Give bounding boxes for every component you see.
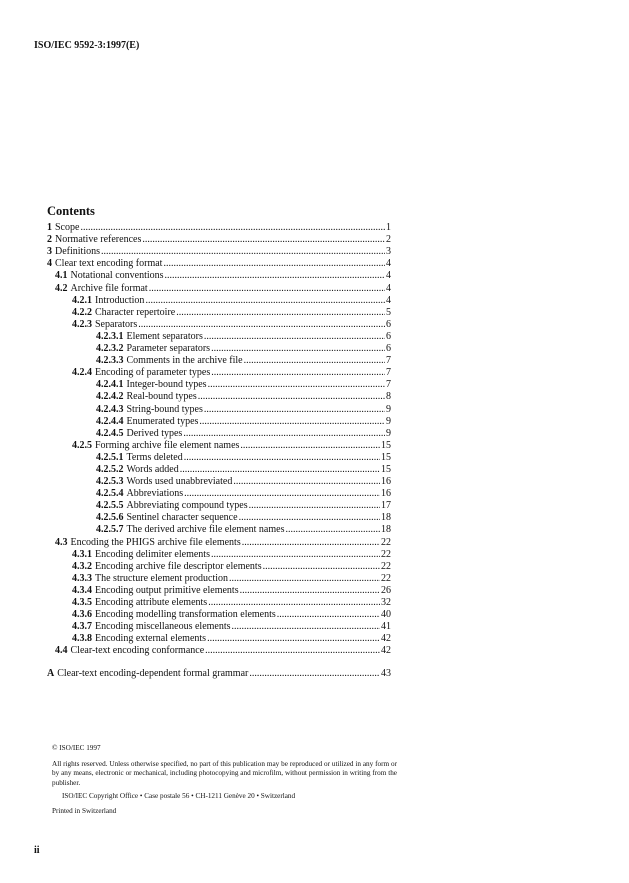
toc-entry-page: 41 [381, 621, 391, 633]
toc-entry-page: 5 [386, 306, 391, 318]
toc-entry[interactable] [47, 294, 391, 306]
toc-entry-page: 4 [386, 282, 391, 294]
toc-entry-page: 22 [381, 548, 391, 560]
toc-dot-leader [204, 404, 385, 415]
toc-entry[interactable] [47, 572, 391, 584]
toc-entry-page: 1 [386, 222, 391, 234]
toc-entry[interactable] [47, 511, 391, 523]
copyright-office: ISO/IEC Copyright Office • Case postale 56 • CH-1211 Genève 20 • Switzerland [62, 791, 296, 800]
toc-entry-page: 4 [386, 258, 391, 270]
toc-entry-number: 4.2.1 [72, 294, 92, 306]
toc-entry-page: 4 [386, 270, 391, 282]
page-number: ii [34, 845, 40, 856]
table-of-contents [47, 204, 391, 679]
toc-entry-number: 4 [47, 258, 52, 270]
toc-entry[interactable] [47, 523, 391, 535]
toc-entry-title: Encoding external elements [95, 633, 207, 645]
toc-entry-page: 42 [381, 633, 391, 645]
toc-entry-page: 22 [381, 560, 391, 572]
toc-list [47, 221, 391, 679]
toc-entry-page: 22 [381, 572, 391, 584]
toc-entry[interactable] [47, 644, 391, 656]
toc-entry[interactable] [47, 354, 391, 366]
toc-entry[interactable] [47, 257, 391, 269]
toc-entry-title: Character repertoire [95, 306, 176, 318]
toc-entry[interactable] [47, 439, 391, 451]
toc-entry-number: 1 [47, 222, 52, 234]
toc-dot-leader [149, 283, 385, 294]
toc-entry-title: Encoding archive file descriptor elements [95, 560, 262, 572]
toc-entry-number: 4.2.5 [72, 439, 92, 451]
toc-entry-number: 4.2.5.6 [96, 512, 124, 524]
toc-dot-leader [207, 633, 380, 644]
toc-entry-number: 4.2 [55, 282, 68, 294]
toc-dot-leader [145, 295, 385, 306]
toc-entry-page: 6 [386, 318, 391, 330]
toc-entry-number: 4.2.4.2 [96, 391, 124, 403]
toc-dot-leader [101, 246, 385, 257]
toc-dot-leader [239, 512, 380, 523]
copyright-notice [52, 744, 397, 816]
toc-entry[interactable] [47, 548, 391, 560]
toc-entry-number: 4.1 [55, 270, 68, 282]
copyright-rights: All rights reserved. Unless otherwise specified, no part of this publication may be reproduced or utilized in any form or by any means, electronic or mechanical, including photocopying and microfilm, without permission in writing from the publisher. [52, 760, 397, 787]
toc-entry[interactable] [47, 667, 391, 679]
toc-entry-number: 4.3.3 [72, 572, 92, 584]
toc-dot-leader [183, 428, 385, 439]
toc-entry-number: 4.2.5.3 [96, 476, 124, 488]
toc-entry-page: 18 [381, 524, 391, 536]
toc-entry-number: 4.2.3.3 [96, 355, 124, 367]
toc-dot-leader [208, 379, 385, 390]
toc-entry-title: Archive file format [70, 282, 148, 294]
toc-entry-number: 4.2.5.7 [96, 524, 124, 536]
toc-dot-leader [205, 645, 380, 656]
toc-entry-number: 4.2.3 [72, 318, 92, 330]
toc-entry-title: Encoding delimiter elements [95, 548, 210, 560]
toc-dot-leader [242, 537, 380, 548]
toc-entry[interactable] [47, 281, 391, 293]
toc-entry-page: 43 [381, 668, 391, 680]
toc-entry[interactable] [47, 306, 391, 318]
toc-entry-number: 4.2.4.5 [96, 427, 124, 439]
toc-entry-number: 4.2.4 [72, 367, 92, 379]
toc-entry-title: Definitions [55, 246, 100, 258]
toc-entry[interactable] [47, 402, 391, 414]
toc-entry-page: 32 [381, 597, 391, 608]
toc-entry-page: 17 [381, 500, 391, 512]
toc-entry-title: Integer-bound types [126, 379, 207, 391]
copyright-line: © ISO/IEC 1997 [52, 744, 101, 752]
toc-entry-number: 4.2.5.5 [96, 500, 124, 512]
toc-dot-leader [277, 609, 380, 620]
toc-entry-title: Introduction [95, 294, 145, 306]
toc-entry[interactable] [47, 245, 391, 257]
toc-entry-page: 2 [386, 234, 391, 246]
toc-dot-leader [176, 307, 385, 318]
toc-entry-page: 3 [386, 246, 391, 258]
toc-entry-number: 4.3.8 [72, 633, 92, 645]
toc-entry-number: 4.4 [55, 645, 68, 657]
toc-entry-page: 6 [386, 343, 391, 355]
document-identifier: ISO/IEC 9592-3:1997(E) [34, 40, 140, 51]
toc-dot-leader [229, 573, 380, 584]
toc-entry-number: 4.2.3.1 [96, 330, 124, 342]
toc-dot-leader [163, 258, 385, 269]
toc-entry-number: 3 [47, 246, 52, 258]
toc-entry-title: Parameter separators [126, 343, 211, 355]
toc-entry[interactable] [47, 596, 391, 608]
toc-entry-title: Encoding attribute elements [95, 597, 208, 608]
toc-entry[interactable] [47, 608, 391, 620]
toc-dot-leader [249, 668, 380, 679]
toc-dot-leader [233, 476, 380, 487]
toc-entry-page: 4 [386, 294, 391, 306]
toc-entry-title: Words added [126, 463, 179, 475]
toc-dot-leader [211, 343, 385, 354]
toc-dot-leader [165, 270, 385, 281]
toc-entry-title: Element separators [126, 330, 203, 342]
toc-entry-number: 4.2.3.2 [96, 343, 124, 355]
toc-dot-leader [240, 440, 380, 451]
toc-entry[interactable] [47, 378, 391, 390]
toc-entry-title: Terms deleted [126, 451, 183, 463]
toc-dot-leader [142, 234, 385, 245]
toc-entry-page: 8 [386, 391, 391, 403]
toc-entry-page: 40 [381, 609, 391, 621]
toc-entry-number: 4.3.5 [72, 597, 92, 608]
toc-entry[interactable] [47, 427, 391, 439]
toc-entry[interactable] [47, 390, 391, 402]
toc-entry[interactable] [47, 535, 391, 547]
toc-entry[interactable] [47, 560, 391, 572]
toc-entry-page: 15 [381, 451, 391, 463]
toc-entry-title: Encoding output primitive elements [95, 584, 239, 596]
toc-entry[interactable] [47, 269, 391, 281]
toc-entry-page: 18 [381, 512, 391, 524]
toc-entry[interactable] [47, 632, 391, 644]
toc-entry-page: 9 [386, 403, 391, 415]
toc-entry-title: Abbreviating compound types [126, 500, 248, 512]
toc-entry-page: 9 [386, 415, 391, 427]
toc-entry-number: 4.3.1 [72, 548, 92, 560]
toc-entry-title: Enumerated types [126, 415, 199, 427]
toc-entry-page: 16 [381, 488, 391, 500]
toc-entry-page: 15 [381, 439, 391, 451]
toc-entry-title: Derived types [126, 427, 183, 439]
toc-dot-leader [240, 585, 380, 596]
toc-entry-title: Notational conventions [70, 270, 164, 282]
toc-entry-number: 4.3.7 [72, 621, 92, 633]
toc-dot-leader [263, 561, 380, 572]
toc-entry-page: 7 [386, 367, 391, 379]
toc-entry-title: Clear-text encoding conformance [70, 645, 205, 657]
toc-entry-title: Normative references [55, 234, 142, 246]
toc-entry[interactable] [47, 584, 391, 596]
toc-entry-title: Comments in the archive file [126, 355, 243, 367]
toc-entry[interactable] [47, 233, 391, 245]
toc-entry[interactable] [47, 342, 391, 354]
toc-entry-page: 16 [381, 476, 391, 488]
toc-entry-title: String-bound types [126, 403, 203, 415]
toc-dot-leader [211, 549, 380, 560]
toc-entry-title: Real-bound types [126, 391, 197, 403]
toc-entry-number: 4.3 [55, 536, 68, 548]
toc-entry-page: 42 [381, 645, 391, 657]
toc-entry-title: Encoding the PHIGS archive file elements [70, 536, 241, 548]
toc-entry-page: 6 [386, 330, 391, 342]
toc-entry-number: 4.2.5.1 [96, 451, 124, 463]
toc-dot-leader [198, 391, 385, 402]
toc-entry-number: 4.2.4.4 [96, 415, 124, 427]
toc-entry[interactable] [47, 415, 391, 427]
toc-entry-title: Encoding modelling transformation elements [95, 609, 276, 621]
toc-entry-page: 22 [381, 536, 391, 548]
toc-dot-leader [208, 597, 380, 608]
toc-entry-title: Separators [95, 318, 138, 330]
toc-entry[interactable] [47, 318, 391, 330]
toc-entry[interactable] [47, 366, 391, 378]
toc-entry-page: 15 [381, 463, 391, 475]
toc-entry-page: 7 [386, 355, 391, 367]
toc-entry-page: 9 [386, 427, 391, 439]
toc-entry[interactable] [47, 451, 391, 463]
toc-entry-title: Encoding miscellaneous elements [95, 621, 231, 633]
printed-in: Printed in Switzerland [52, 807, 117, 816]
toc-dot-leader [184, 452, 380, 463]
toc-entry-number: 4.2.5.4 [96, 488, 124, 500]
toc-entry-title: Words used unabbreviated [126, 476, 233, 488]
toc-dot-leader [184, 488, 380, 499]
toc-entry-title: Clear text encoding format [55, 258, 163, 270]
toc-entry-number: 4.3.6 [72, 609, 92, 621]
toc-entry-number: 4.2.2 [72, 306, 92, 318]
toc-dot-leader [249, 500, 380, 511]
toc-entry[interactable] [47, 475, 391, 487]
toc-entry-title: Forming archive file element names [95, 439, 240, 451]
toc-dot-leader [244, 355, 385, 366]
toc-entry-number: 2 [47, 234, 52, 246]
toc-entry-number: 4.2.5.2 [96, 463, 124, 475]
toc-entry-number: A [47, 668, 55, 680]
toc-dot-leader [199, 416, 385, 427]
contents-heading: Contents [47, 204, 95, 218]
toc-dot-leader [232, 621, 380, 632]
toc-entry-number: 4.2.4.3 [96, 403, 124, 415]
toc-entry[interactable] [47, 463, 391, 475]
toc-entry-title: Scope [55, 222, 80, 234]
toc-dot-leader [180, 464, 380, 475]
toc-entry[interactable] [47, 620, 391, 632]
toc-entry-page: 7 [386, 379, 391, 391]
toc-entry-title: Abbreviations [126, 488, 184, 500]
toc-entry-title: Sentinel character sequence [126, 512, 238, 524]
toc-dot-leader [204, 331, 385, 342]
toc-entry-title: Encoding of parameter types [95, 367, 211, 379]
toc-dot-leader [80, 222, 385, 233]
toc-entry[interactable] [47, 487, 391, 499]
toc-entry-title: The structure element production [95, 572, 229, 584]
toc-entry-number: 4.2.4.1 [96, 379, 124, 391]
toc-dot-leader [211, 367, 385, 378]
toc-dot-leader [138, 319, 385, 330]
toc-entry-title: The derived archive file element names [126, 524, 285, 536]
toc-entry-title: Clear-text encoding-dependent formal grammar [57, 668, 249, 680]
toc-entry[interactable] [47, 499, 391, 511]
toc-dot-leader [285, 524, 380, 535]
toc-entry-page: 26 [381, 584, 391, 596]
toc-entry[interactable] [47, 330, 391, 342]
toc-entry-number: 4.3.4 [72, 584, 92, 596]
toc-entry[interactable] [47, 221, 391, 233]
toc-entry-number: 4.3.2 [72, 560, 92, 572]
